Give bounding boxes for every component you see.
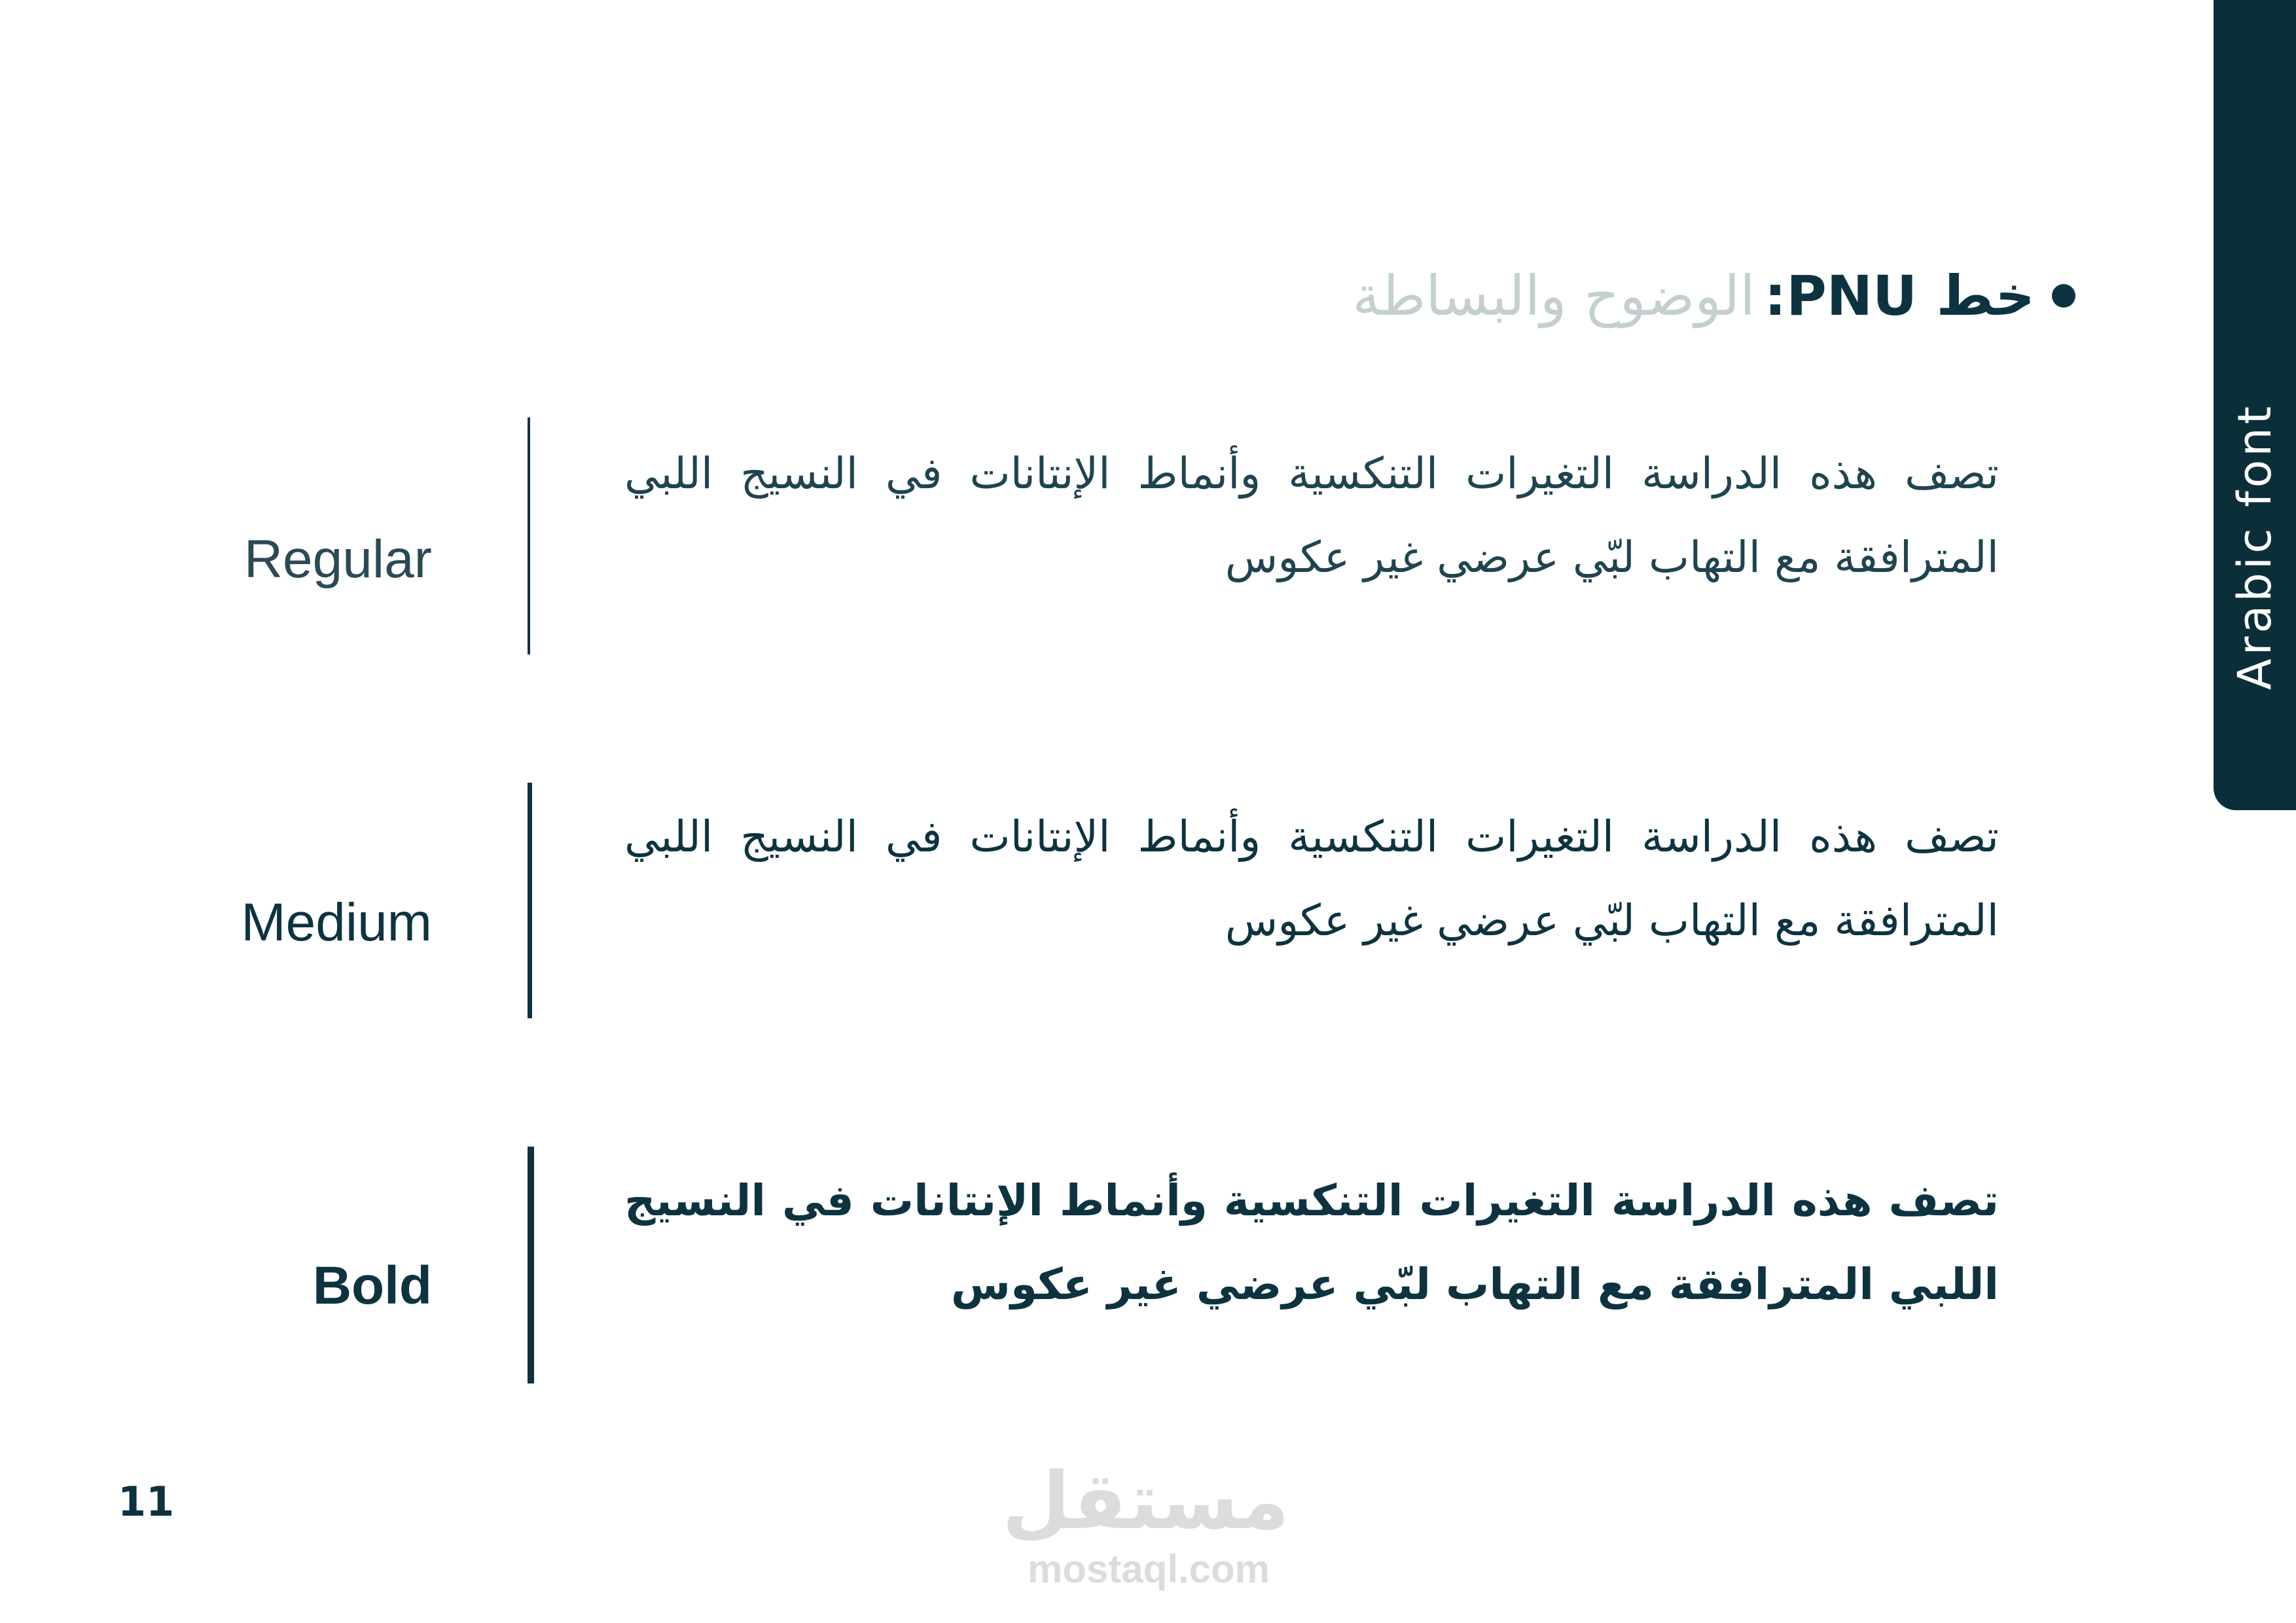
heading-colon: : — [1764, 264, 1787, 328]
watermark-arabic: مستقل — [1002, 1456, 1289, 1547]
watermark-url: mostaql.com — [1027, 1547, 1270, 1591]
sample-text-bold: تصف هذه الدراسة التغيرات التنكسية وأنماط الإنتانات في النسيج اللبي المترافقة مع التهاب لبّي عرضي غير عكوس — [624, 1175, 1999, 1310]
weight-label-bold: Bold — [312, 1256, 432, 1315]
heading-subtitle: الوضوح والبساطة — [1352, 264, 1755, 328]
sample-text-regular: تصف هذه الدراسة التغيرات التنكسية وأنماط الإنتانات في النسيج اللبي المترافقة مع التهاب لبّي عرضي غير عكوس — [624, 448, 1999, 582]
weight-label-regular: Regular — [243, 529, 432, 589]
section-heading — [1352, 257, 2075, 335]
watermark-logo — [1002, 1456, 1289, 1591]
weight-label-medium: Medium — [241, 893, 432, 952]
bullet-dot-icon — [2052, 284, 2075, 308]
side-tab — [2214, 0, 2296, 810]
side-tab-label: Arabic font — [2228, 402, 2282, 690]
divider-bold — [528, 1147, 534, 1383]
heading-main: خط PNU — [1786, 264, 2035, 328]
sample-text-medium: تصف هذه الدراسة التغيرات التنكسية وأنماط الإنتانات في النسيج اللبي المترافقة مع التهاب لبّي عرضي غير عكوس — [624, 812, 1999, 946]
page-number: 11 — [118, 1478, 175, 1525]
divider-medium — [528, 783, 532, 1018]
divider-regular — [528, 418, 530, 654]
